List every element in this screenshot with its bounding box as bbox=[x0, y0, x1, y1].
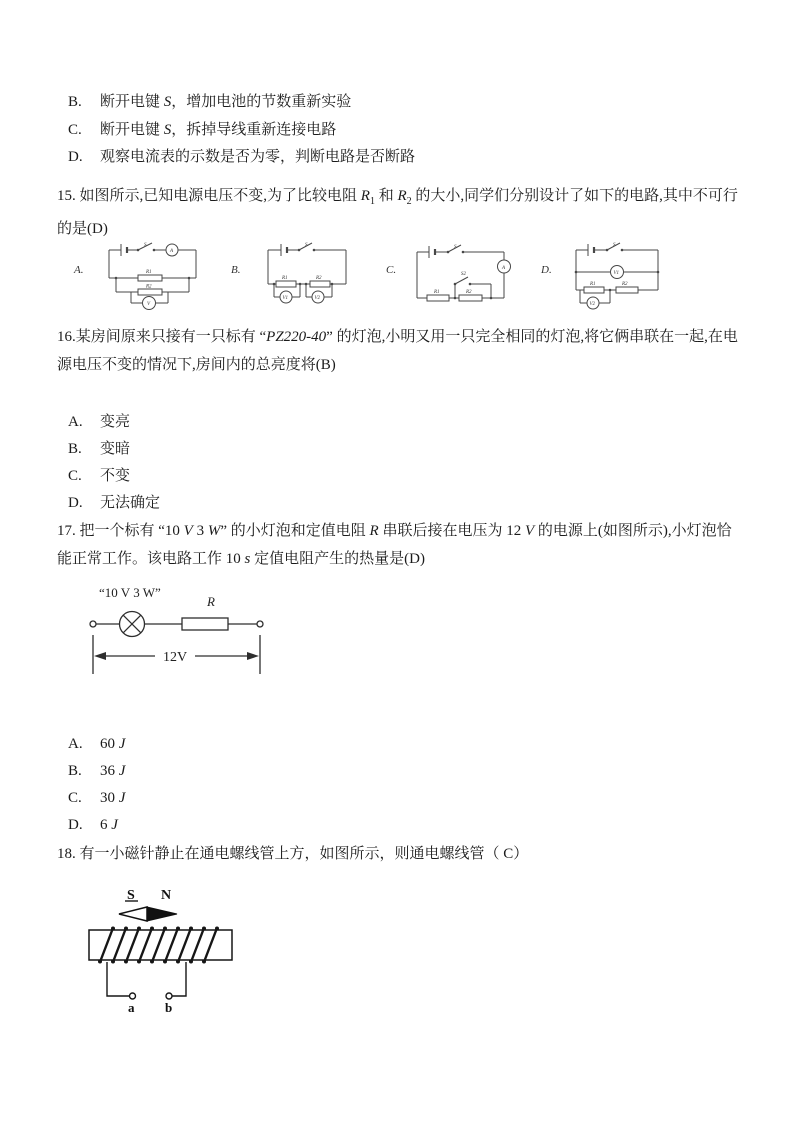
option-label: B. bbox=[68, 441, 82, 457]
resistor-r2-icon bbox=[310, 276, 330, 287]
solenoid-icon bbox=[89, 927, 232, 964]
resistor-r2-icon bbox=[616, 282, 638, 293]
question-17-figure bbox=[85, 582, 275, 685]
question-16-options bbox=[68, 409, 160, 517]
s-pole-label: S bbox=[127, 888, 135, 903]
switch-label: S bbox=[305, 243, 308, 248]
option-row-a bbox=[68, 409, 160, 436]
switch-label: S bbox=[454, 245, 457, 250]
ammeter-icon bbox=[166, 244, 178, 256]
voltmeter-v2-icon bbox=[587, 297, 599, 309]
lamp-resistor-circuit-svg bbox=[85, 582, 275, 680]
option-label: D. bbox=[68, 495, 83, 511]
option-label: D. bbox=[68, 149, 83, 165]
svg-text:R1: R1 bbox=[434, 290, 440, 295]
resistor-r1-icon bbox=[276, 276, 296, 287]
option-row-b bbox=[68, 758, 125, 785]
option-text: 观察电流表的示数是否为零，判断电路是否断路 bbox=[100, 149, 416, 165]
option-label: A. bbox=[68, 736, 83, 752]
question-16-stem: 16.某房间原来只接有一只标有 “PZ220-40” 的灯泡,小明又用一只完全相同的灯泡,将它俩串联在一起,在电源电压不变的情况下,房间内的总亮度将(B) bbox=[57, 329, 738, 373]
terminal-icon bbox=[257, 621, 263, 627]
figure-label: C. bbox=[386, 264, 397, 276]
voltage-label: 12V bbox=[162, 650, 188, 665]
option-label: B. bbox=[68, 763, 82, 779]
option-label: C. bbox=[68, 121, 82, 138]
svg-text:R1: R1 bbox=[282, 276, 288, 281]
question-17-options bbox=[68, 731, 125, 839]
resistor-r1-icon bbox=[138, 270, 162, 281]
resistor-label: R bbox=[207, 594, 215, 609]
resistor-r2-icon bbox=[138, 285, 162, 296]
svg-text:V2: V2 bbox=[589, 302, 596, 307]
option-row-c bbox=[68, 463, 160, 490]
figure-label: A. bbox=[74, 264, 84, 276]
svg-text:R2: R2 bbox=[466, 290, 472, 295]
resistor-r1-icon bbox=[584, 282, 604, 293]
option-row-d bbox=[68, 812, 125, 839]
circuit-b-svg bbox=[248, 240, 348, 310]
option-row-a bbox=[68, 731, 125, 758]
lamp-icon bbox=[120, 612, 145, 637]
battery-icon bbox=[588, 244, 594, 256]
solenoid-svg bbox=[85, 884, 240, 1016]
svg-text:A: A bbox=[502, 266, 506, 271]
battery-icon bbox=[281, 244, 287, 256]
switch-label: S bbox=[613, 243, 616, 248]
figure-label: B. bbox=[231, 264, 241, 276]
circuit-diagram-a bbox=[74, 240, 206, 312]
switch-label: S bbox=[144, 243, 147, 248]
question-18-stem: 18. 有一小磁针静止在通电螺线管上方，如图所示，则通电螺线管（ C） bbox=[57, 846, 529, 862]
question-14-options bbox=[68, 89, 415, 172]
circuit-a-svg bbox=[91, 240, 206, 312]
question-15-figures bbox=[68, 240, 748, 320]
circuit-diagram-c bbox=[386, 240, 513, 312]
option-label: C. bbox=[68, 468, 82, 484]
option-row-c bbox=[68, 785, 125, 812]
terminal-b-label: b bbox=[165, 1000, 173, 1015]
battery-icon bbox=[121, 244, 127, 256]
voltmeter-v1-icon bbox=[611, 266, 624, 279]
option-row-c bbox=[68, 117, 415, 145]
option-text: 6 J bbox=[100, 817, 118, 833]
option-label: D. bbox=[68, 817, 83, 833]
svg-text:R2: R2 bbox=[622, 282, 628, 287]
terminal-a-icon bbox=[130, 993, 136, 999]
lead-wires bbox=[107, 962, 186, 996]
option-text: 断开电键 S，增加电池的节数重新实验 bbox=[100, 94, 352, 110]
battery-icon bbox=[429, 246, 435, 258]
svg-text:V2: V2 bbox=[314, 296, 321, 301]
question-18-figure bbox=[85, 884, 240, 1021]
question-17-stem: 17. 把一个标有 “10 V 3 W” 的小灯泡和定值电阻 R 串联后接在电压为 12 V 的电源上(如图所示),小灯泡恰能正常工作。该电路工作 10 s 定值电阻产生的热量是(D) bbox=[57, 523, 732, 567]
option-text: 变亮 bbox=[100, 414, 131, 430]
svg-text:A: A bbox=[170, 249, 174, 254]
option-text: 无法确定 bbox=[100, 495, 161, 511]
switch-s2-icon bbox=[454, 277, 472, 285]
n-pole-label: N bbox=[161, 888, 172, 903]
option-text: 变暗 bbox=[100, 441, 131, 457]
resistor-icon bbox=[182, 618, 228, 630]
option-text: 36 J bbox=[100, 763, 126, 779]
voltmeter-v1-icon bbox=[280, 291, 292, 303]
terminal-b-icon bbox=[166, 993, 172, 999]
voltmeter-icon bbox=[143, 297, 156, 310]
option-label: A. bbox=[68, 414, 83, 430]
svg-text:V1: V1 bbox=[613, 271, 620, 276]
switch-s2-label: S2 bbox=[461, 272, 466, 277]
option-text: 断开电键 S，拆掉导线重新连接电路 bbox=[100, 121, 337, 138]
option-row-d bbox=[68, 144, 415, 172]
resistor-r2-icon bbox=[459, 290, 482, 301]
option-row-b bbox=[68, 436, 160, 463]
terminal-a-label: a bbox=[128, 1000, 135, 1015]
voltmeter-v2-icon bbox=[312, 291, 324, 303]
compass-needle-icon bbox=[119, 907, 177, 921]
svg-text:R2: R2 bbox=[316, 276, 322, 281]
option-text: 30 J bbox=[100, 790, 126, 806]
circuit-d-svg bbox=[558, 240, 663, 316]
svg-text:R1: R1 bbox=[146, 270, 152, 275]
ammeter-icon bbox=[498, 260, 511, 273]
svg-text:V1: V1 bbox=[282, 296, 289, 301]
circuit-diagram-b bbox=[231, 240, 348, 310]
figure-label: D. bbox=[541, 264, 552, 276]
bulb-rating-label: “10 V 3 W” bbox=[99, 585, 161, 600]
option-label: B. bbox=[68, 94, 82, 110]
circuit-c-svg bbox=[403, 240, 513, 312]
option-row-d bbox=[68, 490, 160, 517]
option-text: 不变 bbox=[100, 468, 131, 484]
svg-text:R2: R2 bbox=[146, 284, 152, 290]
svg-text:R1: R1 bbox=[590, 282, 596, 287]
question-15-stem: 15. 如图所示,已知电源电压不变,为了比较电阻 $R_1$ 和 $R_2$ 的大小,同学们分别设计了如下的电路,其中不可行的是(D) bbox=[57, 188, 738, 237]
option-label: C. bbox=[68, 790, 82, 806]
option-text: 60 J bbox=[100, 736, 126, 752]
terminal-icon bbox=[90, 621, 96, 627]
circuit-diagram-d bbox=[541, 240, 663, 316]
option-row-b bbox=[68, 89, 415, 117]
svg-text:V: V bbox=[147, 302, 151, 307]
resistor-r1-icon bbox=[427, 290, 449, 301]
